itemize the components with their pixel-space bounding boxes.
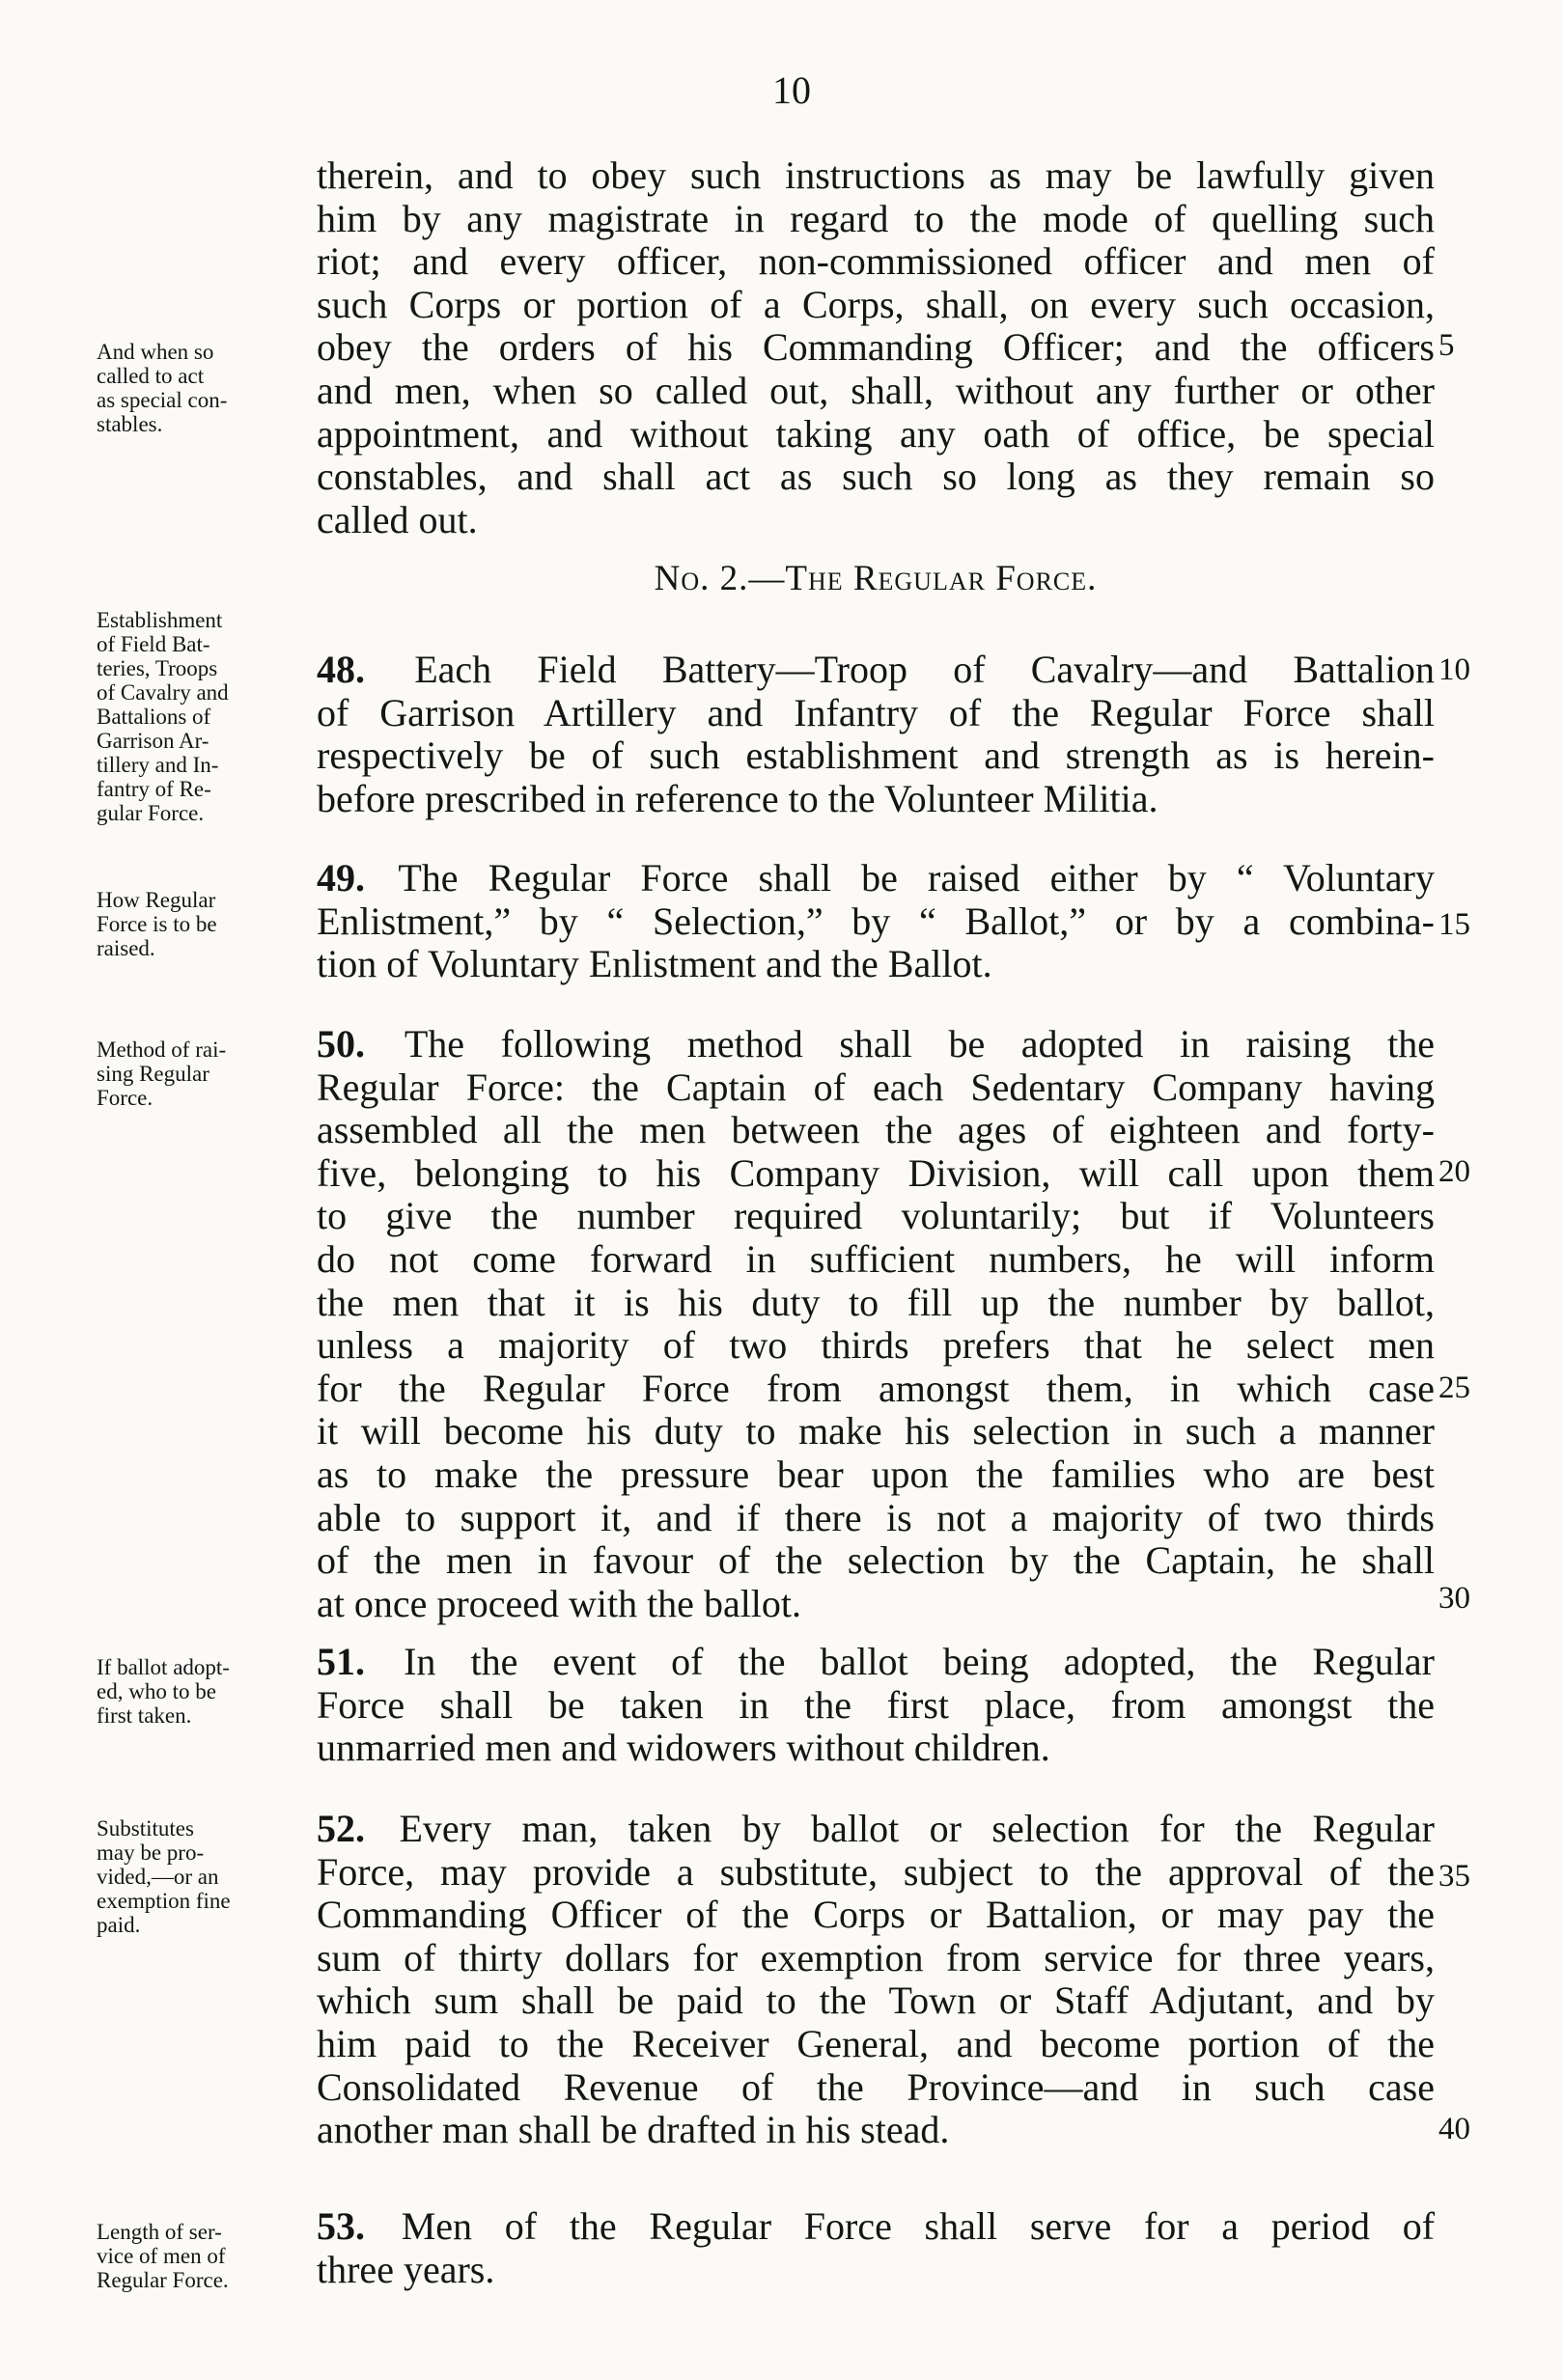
text-line: of the men in favour of the selection by the Captain, he shall	[317, 1538, 1435, 1583]
line-number: 20	[1438, 1154, 1470, 1189]
text-line: sum of thirty dollars for exemption from service for three years,	[317, 1935, 1435, 1979]
text-line: Enlistment,” by “ Selection,” by “ Ballot,” or by a combina-	[317, 899, 1435, 943]
section-50	[317, 1023, 1435, 1625]
margin-note-line: Method of rai-	[97, 1038, 227, 1062]
text-line: unmarried men and widowers without children.	[317, 1726, 1050, 1770]
text-line: as to make the pressure bear upon the families who are best	[317, 1452, 1435, 1496]
text-line: Regular Force: the Captain of each Sedentary Company having	[317, 1065, 1435, 1109]
text-line	[317, 1023, 1435, 1066]
text-line: able to support it, and if there is not a majority of two thirds	[317, 1495, 1435, 1539]
text-line-content: The Regular Force shall be raised either by “ Voluntary	[398, 856, 1435, 899]
margin-note-line: raised.	[97, 936, 155, 960]
text-line: which sum shall be paid to the Town or Staff Adjutant, and by	[317, 1979, 1435, 2023]
section-number: 50.	[317, 1022, 365, 1065]
margin-note-line: called to act	[97, 364, 205, 388]
text-line: unless a majority of two thirds prefers that he select men	[317, 1323, 1435, 1368]
margin-note-line: paid.	[97, 1913, 141, 1937]
margin-note-substitutes	[97, 1816, 304, 1937]
text-line: therein, and to obey such instructions as may be lawfully given	[317, 153, 1435, 197]
line-number: 30	[1438, 1581, 1470, 1616]
section-number: 51.	[317, 1640, 365, 1683]
margin-note-line: may be pro-	[97, 1840, 205, 1865]
margin-note-line: fantry of Re-	[97, 777, 211, 801]
text-line: do not come forward in sufficient numbers, he will inform	[317, 1236, 1435, 1281]
margin-note-method	[97, 1038, 304, 1110]
text-line	[317, 1808, 1435, 1851]
section-51	[317, 1641, 1435, 1770]
page-number: 10	[772, 69, 811, 112]
opening-paragraph	[317, 154, 1435, 541]
section-52	[317, 1808, 1435, 2152]
text-line	[317, 1641, 1435, 1684]
line-number: 25	[1438, 1370, 1470, 1405]
line-number: 5	[1438, 328, 1455, 363]
margin-note-line: as special con-	[97, 388, 228, 412]
margin-note-line: If ballot adopt-	[97, 1655, 230, 1679]
text-line: before prescribed in reference to the Volunteer Militia.	[317, 776, 1158, 820]
text-line: it will become his duty to make his selection in such a manner	[317, 1409, 1435, 1453]
margin-note-line: vided,—or an	[97, 1865, 219, 1889]
text-line: such Corps or portion of a Corps, shall, on every such occasion,	[317, 282, 1435, 326]
text-line	[317, 2205, 1435, 2249]
text-line: Force shall be taken in the first place, from amongst the	[317, 1682, 1435, 1727]
text-line: tion of Voluntary Enlistment and the Ballot.	[317, 942, 992, 986]
margin-note-establishment	[97, 608, 304, 825]
text-line	[317, 649, 1435, 692]
margin-note-special-constables	[97, 340, 304, 436]
margin-note-line: stables.	[97, 412, 163, 436]
margin-note-line: gular Force.	[97, 801, 205, 825]
text-line: of Garrison Artillery and Infantry of the Regular Force shall	[317, 690, 1435, 734]
section-number: 49.	[317, 856, 365, 899]
text-line-content: Men of the Regular Force shall serve for a period of	[401, 2204, 1436, 2248]
line-number: 10	[1438, 652, 1470, 687]
text-line: three years.	[317, 2247, 495, 2291]
margin-note-line: How Regular	[97, 888, 216, 912]
text-line: five, belonging to his Company Division, will call upon them	[317, 1150, 1435, 1195]
margin-note-line: Regular Force.	[97, 2268, 229, 2292]
margin-note-line: sing Regular	[97, 1062, 209, 1086]
text-line	[317, 857, 1435, 900]
text-line: for the Regular Force from amongst them, in which case	[317, 1366, 1435, 1410]
text-line: Force, may provide a substitute, subject to the approval of the	[317, 1849, 1435, 1894]
text-line: assembled all the men between the ages of eighteen and forty-	[317, 1108, 1435, 1152]
margin-note-line: And when so	[97, 340, 214, 364]
text-line: Consolidated Revenue of the Province—and in such case	[317, 2064, 1435, 2109]
line-number: 15	[1438, 907, 1470, 942]
section-heading: No. 2.—The Regular Force.	[654, 559, 1098, 598]
text-line: and men, when so called out, shall, without any further or other	[317, 368, 1435, 412]
section-number: 53.	[317, 2204, 365, 2248]
margin-note-line: Garrison Ar-	[97, 729, 209, 753]
text-line: respectively be of such establishment and strength as is herein-	[317, 733, 1435, 778]
text-line: him paid to the Receiver General, and become portion of the	[317, 2021, 1435, 2065]
margin-note-line: ed, who to be	[97, 1679, 216, 1703]
text-line: another man shall be drafted in his stead.	[317, 2108, 950, 2152]
text-line: to give the number required voluntarily; but if Volunteers	[317, 1194, 1435, 1238]
margin-note-ballot	[97, 1655, 304, 1728]
text-line: appointment, and without taking any oath of office, be special	[317, 411, 1435, 456]
text-line: at once proceed with the ballot.	[317, 1581, 802, 1625]
line-number: 40	[1438, 2112, 1470, 2146]
section-48	[317, 649, 1435, 820]
margin-note-line: of Cavalry and	[97, 680, 229, 705]
margin-note-line: exemption fine	[97, 1889, 231, 1913]
margin-note-line: Length of ser-	[97, 2220, 222, 2244]
margin-note-line: Establishment	[97, 608, 223, 632]
text-line: constables, and shall act as such so long as they remain so	[317, 455, 1435, 499]
margin-note-line: tillery and In-	[97, 753, 219, 777]
margin-note-line: Force.	[97, 1086, 154, 1110]
margin-note-line: of Field Bat-	[97, 632, 210, 656]
section-number: 48.	[317, 648, 365, 691]
text-line: riot; and every officer, non-commissioned officer and men of	[317, 239, 1435, 284]
text-line: the men that it is his duty to fill up the number by ballot,	[317, 1280, 1435, 1324]
line-number: 35	[1438, 1859, 1470, 1894]
text-line: him by any magistrate in regard to the mode of quelling such	[317, 196, 1435, 240]
text-line: obey the orders of his Commanding Officer; and the officers	[317, 325, 1435, 370]
margin-note-how-raised	[97, 888, 304, 960]
text-line: Commanding Officer of the Corps or Battalion, or may pay the	[317, 1893, 1435, 1937]
text-line: called out.	[317, 497, 478, 541]
text-line-content: The following method shall be adopted in raising the	[404, 1022, 1435, 1065]
text-line-content: In the event of the ballot being adopted, the Regular	[404, 1640, 1435, 1683]
margin-note-line: teries, Troops	[97, 656, 218, 680]
margin-note-line: vice of men of	[97, 2244, 226, 2268]
text-line-content: Every man, taken by ballot or selection for the Regular	[399, 1807, 1435, 1850]
section-number: 52.	[317, 1807, 365, 1850]
section-53	[317, 2205, 1435, 2291]
text-line-content: Each Field Battery—Troop of Cavalry—and Battalion	[414, 648, 1435, 691]
margin-note-line: Battalions of	[97, 705, 211, 729]
margin-note-length-of-service	[97, 2220, 304, 2292]
section-49	[317, 857, 1435, 986]
margin-note-line: first taken.	[97, 1703, 192, 1728]
margin-note-line: Force is to be	[97, 912, 217, 936]
margin-note-line: Substitutes	[97, 1816, 194, 1840]
